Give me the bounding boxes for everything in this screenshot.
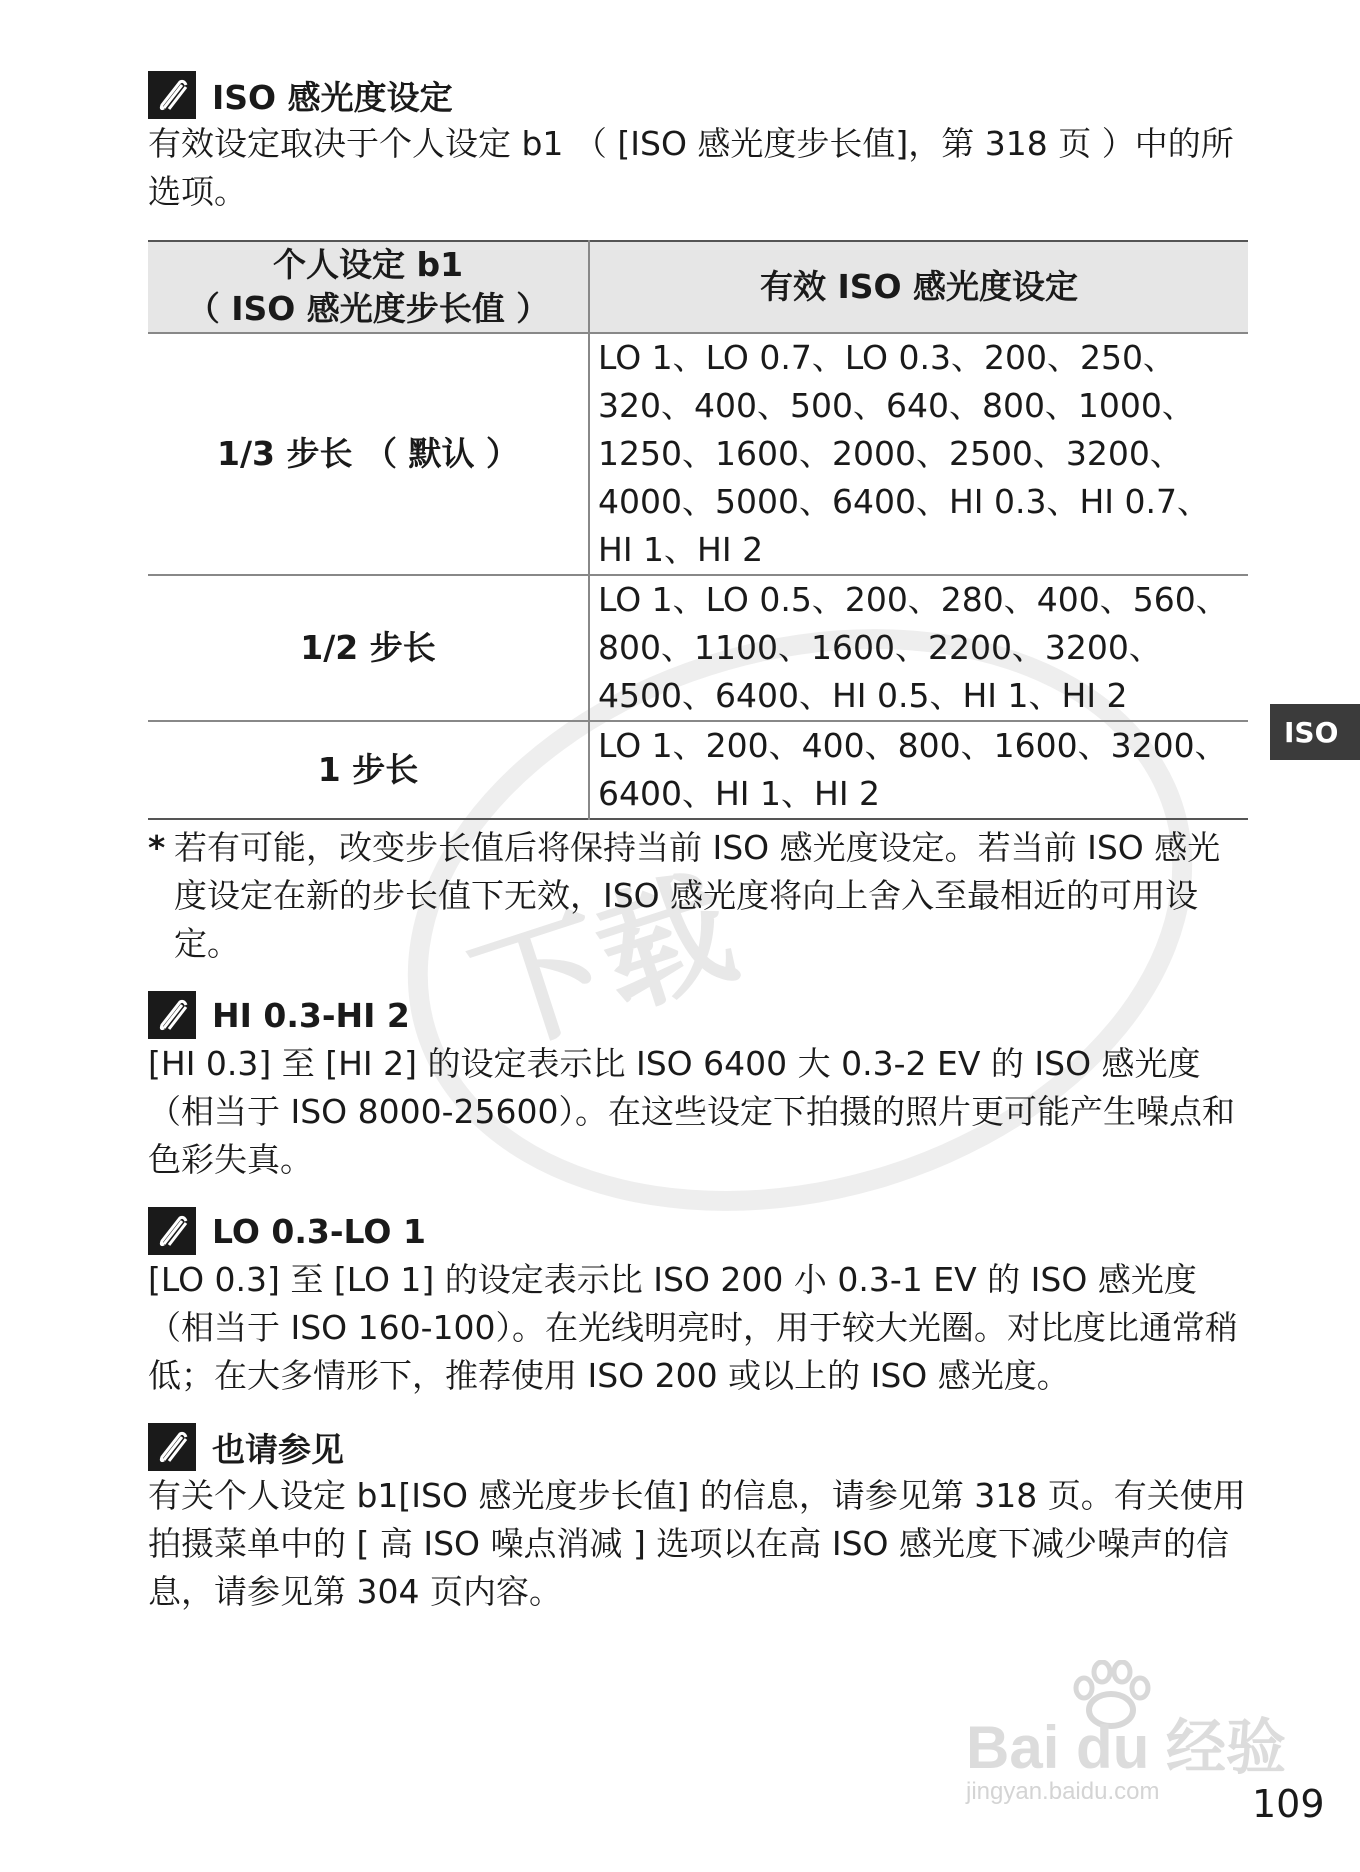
note-header [148,1422,1248,1472]
side-tab-iso: ISO [1270,704,1360,760]
table-cell-values: LO 1、LO 0.7、LO 0.3、200、250、320、400、500、640、800、1000、1250、1600、2000、2500、3200、4000、5000、6400、HI 0.3、HI 0.7、HI 1、HI 2 [589,333,1248,575]
note-see-also [148,1422,1248,1616]
table-cell-step: 1/2 步长 [148,575,589,721]
note-hi [148,990,1248,1184]
table-footnote [148,824,1248,968]
page-number: 109 [1252,1782,1325,1826]
note-header [148,1206,1248,1256]
table-cell-step: 1/3 步长 （ 默认 ） [148,333,589,575]
baidu-logo-watermark: Bai du 经验 [966,1714,1287,1781]
pencil-note-icon [148,991,196,1039]
footnote-marker: * [148,828,166,867]
note-text: [HI 0.3] 至 [HI 2] 的设定表示比 ISO 6400 大 0.3-2 EV 的 ISO 感光度（相当于 ISO 8000-25600）。在这些设定下拍摄的照片更可能产生噪点和色彩失真。 [148,1044,1236,1179]
table-cell-values: LO 1、LO 0.5、200、280、400、560、800、1100、1600、2200、3200、4500、6400、HI 0.5、HI 1、HI 2 [589,575,1248,721]
table-header-step: 个人设定 b1 （ ISO 感光度步长值 ） [148,241,589,333]
table-cell-values: LO 1、200、400、800、1600、3200、6400、HI 1、HI 2 [589,721,1248,819]
pencil-note-icon [148,71,196,119]
note-title: 也请参见 [212,1429,344,1469]
watermark-main-text: 下载 [455,850,751,1076]
pencil-note-icon [148,1423,196,1471]
page-content [148,70,1248,1616]
note-lo [148,1206,1248,1400]
note-text: 有关个人设定 b1[ISO 感光度步长值] 的信息，请参见第 318 页。有关使用拍摄菜单中的 [ 高 ISO 噪点消减 ] 选项以在高 ISO 感光度下减少噪声的信息，请参见第 304 页内容。 [148,1476,1246,1611]
note-header [148,990,1248,1040]
note-title: HI 0.3-HI 2 [212,995,410,1035]
note-title: LO 0.3-LO 1 [212,1211,426,1251]
note-text: [LO 0.3] 至 [LO 1] 的设定表示比 ISO 200 小 0.3-1 EV 的 ISO 感光度（相当于 ISO 160-100）。在光线明亮时，用于较大光圈。对比度比通常稍低；在大多情形下，推荐使用 ISO 200 或以上的 ISO 感光度。 [148,1260,1239,1395]
table-row [148,721,1248,819]
pencil-note-icon [148,1207,196,1255]
table-header-values: 有效 ISO 感光度设定 [589,241,1248,333]
footnote-text: 若有可能，改变步长值后将保持当前 ISO 感光度设定。若当前 ISO 感光度设定在新的步长值下无效，ISO 感光度将向上舍入至最相近的可用设定。 [174,828,1221,963]
note-title: ISO 感光度设定 [212,77,453,117]
baidu-url-watermark: jingyan.baidu.com [966,1778,1160,1805]
table-row [148,575,1248,721]
table-row [148,333,1248,575]
table-cell-step: 1 步长 [148,721,589,819]
iso-settings-table [148,240,1248,820]
note-header [148,70,1248,120]
note-text: 有效设定取决于个人设定 b1 （ [ISO 感光度步长值]，第 318 页 ）中的所选项。 [148,124,1234,211]
note-iso-setting [148,70,1248,216]
